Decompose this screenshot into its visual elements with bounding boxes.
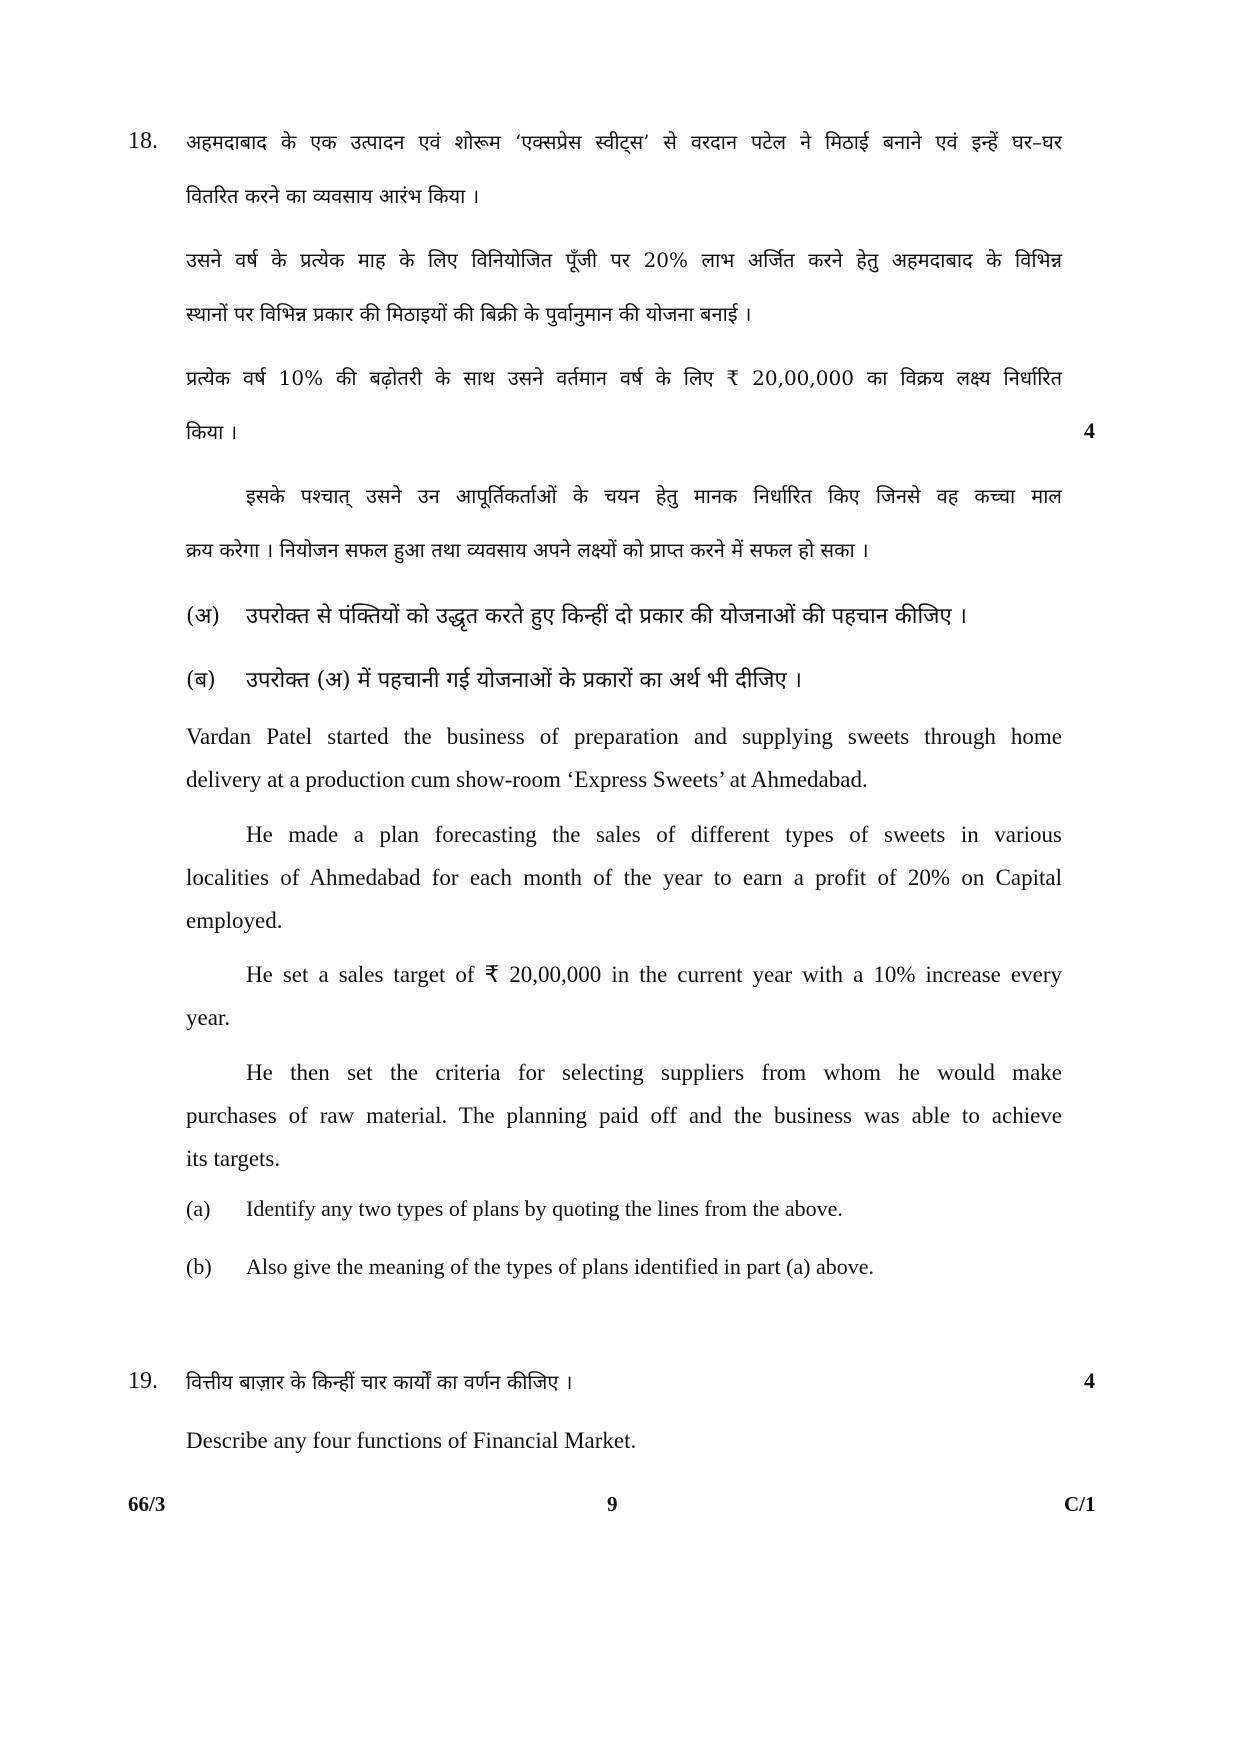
q18-hindi-line-7: इसके पश्चात् उसने उन आपूर्तिकर्ताओं के चयन हेतु मानक निर्धारित किए जिनसे वह कच्चा माल xyxy=(246,484,1062,508)
q18-hindi-line-6: किया । xyxy=(186,420,238,444)
q18-hindi-line-3: उसने वर्ष के प्रत्येक माह के लिए विनियोजित पूँजी पर 20% लाभ अर्जित करने हेतु अहमदाबाद के विभिन्न xyxy=(186,248,1062,272)
q18-hindi-part-b-label: (ब) xyxy=(186,668,216,693)
question-19-number: 19. xyxy=(128,1368,158,1394)
q18-english-line-5: employed. xyxy=(186,908,283,933)
q18-english-line-7: year. xyxy=(186,1005,231,1030)
q19-hindi-text: वित्तीय बाज़ार के किन्हीं चार कार्यों का वर्णन कीजिए । xyxy=(186,1370,573,1394)
q19-marks: 4 xyxy=(1084,1368,1095,1393)
q18-hindi-line-2: वितरित करने का व्यवसाय आरंभ किया । xyxy=(186,184,480,208)
question-18-number: 18. xyxy=(128,128,158,154)
footer-set-code: C/1 xyxy=(1064,1492,1096,1516)
q18-english-part-b-label: (b) xyxy=(186,1254,212,1279)
footer-page-number: 9 xyxy=(607,1492,618,1516)
q18-english-part-a-label: (a) xyxy=(186,1196,211,1221)
q18-hindi-line-4: स्थानों पर विभिन्न प्रकार की मिठाइयों की बिक्री के पुर्वानुमान की योजना बनाई । xyxy=(186,302,752,326)
footer-paper-code: 66/3 xyxy=(128,1492,166,1516)
q18-english-line-4: localities of Ahmedabad for each month of the year to earn a profit of 20% on Capital xyxy=(186,865,1062,890)
q18-english-line-6: He set a sales target of ₹ 20,00,000 in the current year with a 10% increase every xyxy=(246,962,1062,987)
q18-hindi-part-a-label: (अ) xyxy=(186,604,220,629)
q18-hindi-line-1: अहमदाबाद के एक उत्पादन एवं शोरूम ‘एक्सप्रेस स्वीट्स’ से वरदान पटेल ने मिठाई बनाने एवं इन्हें घर–घर xyxy=(186,130,1062,154)
q18-english-line-1: Vardan Patel started the business of preparation and supplying sweets through home xyxy=(186,724,1062,749)
q18-english-line-10: its targets. xyxy=(186,1146,281,1171)
q18-english-part-a-text: Identify any two types of plans by quoting the lines from the above. xyxy=(246,1196,843,1221)
q18-english-part-b-text: Also give the meaning of the types of plans identified in part (a) above. xyxy=(246,1254,875,1279)
q18-hindi-line-8: क्रय करेगा । नियोजन सफल हुआ तथा व्यवसाय अपने लक्ष्यों को प्राप्त करने में सफल हो सका । xyxy=(186,538,869,562)
q18-english-line-2: delivery at a production cum show-room ‘Express Sweets’ at Ahmedabad. xyxy=(186,767,868,792)
q18-english-line-9: purchases of raw material. The planning paid off and the business was able to achieve xyxy=(186,1103,1062,1128)
q18-marks: 4 xyxy=(1084,418,1095,443)
q18-hindi-line-5: प्रत्येक वर्ष 10% की बढ़ोतरी के साथ उसने वर्तमान वर्ष के लिए ₹ 20,00,000 का विक्रय लक्ष्य निर्धारित xyxy=(186,366,1062,390)
q18-hindi-part-b-text: उपरोक्त (अ) में पहचानी गई योजनाओं के प्रकारों का अर्थ भी दीजिए । xyxy=(246,668,802,693)
q18-hindi-part-a-text: उपरोक्त से पंक्तियों को उद्धृत करते हुए किन्हीं दो प्रकार की योजनाओं की पहचान कीजिए । xyxy=(246,604,967,629)
q18-english-line-3: He made a plan forecasting the sales of different types of sweets in various xyxy=(246,822,1062,847)
q19-english-text: Describe any four functions of Financial Market. xyxy=(186,1428,637,1453)
q18-english-line-8: He then set the criteria for selecting suppliers from whom he would make xyxy=(246,1060,1062,1085)
